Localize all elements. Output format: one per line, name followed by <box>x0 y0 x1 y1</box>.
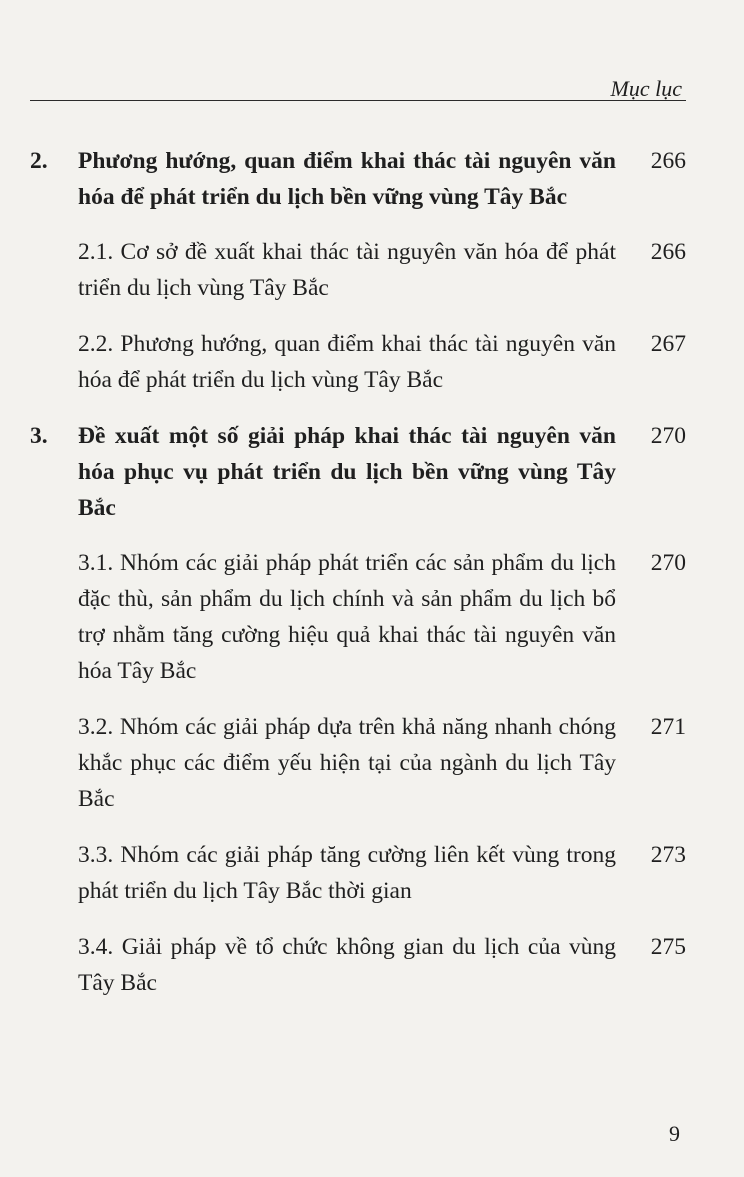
toc-entry-page: 271 <box>650 714 686 740</box>
toc-entry-text: 3.4. Giải pháp về tổ chức không gian du lịch của vùng Tây Bắc <box>78 934 616 996</box>
toc-entry-text: 2.2. Phương hướng, quan điểm khai thác tài nguyên văn hóa để phát triển du lịch vùng Tây Bắc <box>78 331 616 393</box>
toc-entry-3 <box>30 418 686 526</box>
toc-entry-text: 3.3. Nhóm các giải pháp tăng cường liên kết vùng trong phát triển du lịch Tây Bắc thời gian <box>78 842 616 904</box>
toc-entry-3-4 <box>30 929 686 1001</box>
header-rule <box>30 100 686 101</box>
running-header-title: Mục lục <box>610 76 682 101</box>
toc-entry-3-1 <box>30 545 686 689</box>
toc-entry-text: 2.1. Cơ sở đề xuất khai thác tài nguyên văn hóa để phát triển du lịch vùng Tây Bắc <box>78 239 616 301</box>
toc-entry-2-2 <box>30 326 686 398</box>
toc-entry-3-2 <box>30 709 686 817</box>
toc-entry-page: 267 <box>650 331 686 357</box>
toc-entry-text: 3.1. Nhóm các giải pháp phát triển các sản phẩm du lịch đặc thù, sản phẩm du lịch chính và sản phẩm du lịch bổ trợ nhằm tăng cường hiệu quả khai thác tài nguyên văn hóa Tây Bắc <box>78 550 616 684</box>
toc-entry-number: 2. <box>30 148 48 174</box>
toc-entry-2-1 <box>30 234 686 306</box>
toc-entry-page: 273 <box>650 842 686 868</box>
page-number: 9 <box>669 1121 680 1146</box>
toc-entry-text: 3.2. Nhóm các giải pháp dựa trên khả năng nhanh chóng khắc phục các điểm yếu hiện tại của ngành du lịch Tây Bắc <box>78 714 616 812</box>
toc-entry-3-3 <box>30 837 686 909</box>
toc-entry-text: Đề xuất một số giải pháp khai thác tài nguyên văn hóa phục vụ phát triển du lịch bền vững vùng Tây Bắc <box>78 423 616 521</box>
toc-entry-page: 275 <box>650 934 686 960</box>
toc-entry-page: 270 <box>650 550 686 576</box>
toc-entry-number: 3. <box>30 423 48 449</box>
toc-entry-page: 266 <box>650 148 686 174</box>
toc-entry-page: 266 <box>650 239 686 265</box>
toc-entry-text: Phương hướng, quan điểm khai thác tài nguyên văn hóa để phát triển du lịch bền vững vùng Tây Bắc <box>78 148 616 210</box>
toc-entry-page: 270 <box>650 423 686 449</box>
toc-entry-2 <box>30 143 686 215</box>
table-of-contents <box>30 143 686 1021</box>
